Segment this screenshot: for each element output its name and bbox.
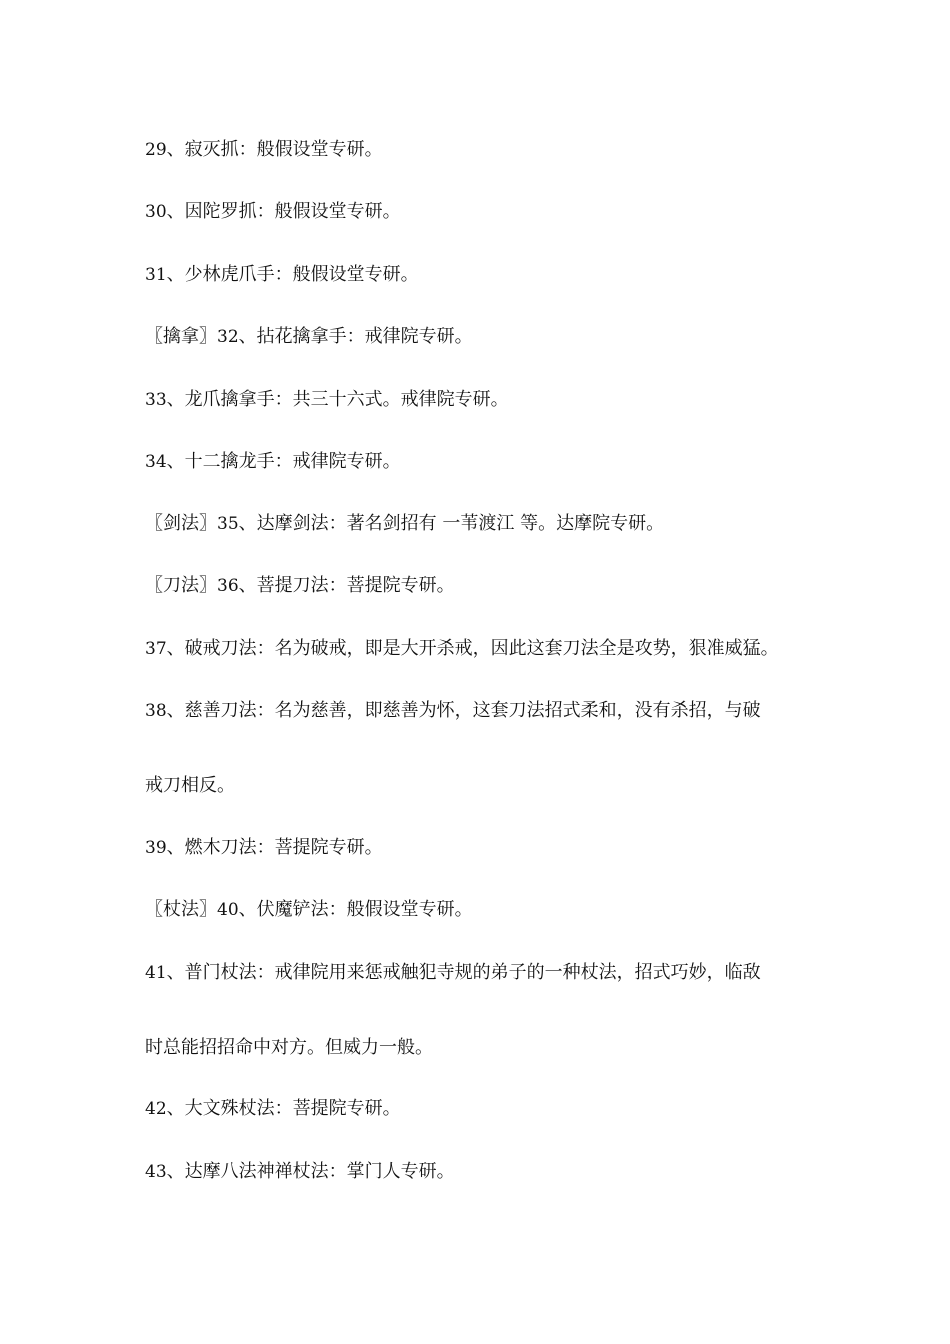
item-number: 33: [145, 390, 167, 410]
item-text: 、伏魔铲法：般假设堂专研。: [238, 899, 473, 920]
text-line: [145, 512, 835, 536]
text-line: [145, 699, 835, 723]
item-number: 36: [217, 576, 239, 596]
item-text: 、龙爪擒拿手：共三十六式。戒律院专研。: [166, 389, 509, 410]
text-line: [145, 1160, 835, 1184]
item-number: 40: [217, 900, 239, 920]
item-number: 29: [145, 140, 167, 160]
item-text: 、大文殊杖法：菩提院专研。: [166, 1098, 401, 1119]
item-number: 37: [145, 639, 167, 659]
item-text: 、拈花擒拿手：戒律院专研。: [238, 326, 473, 347]
item-text: 、菩提刀法：菩提院专研。: [238, 575, 455, 596]
item-text: 、达摩八法神禅杖法：掌门人专研。: [166, 1161, 455, 1182]
text-line: [145, 637, 835, 661]
item-text: 、燃木刀法：菩提院专研。: [166, 837, 383, 858]
item-text: 戒刀相反。: [145, 775, 235, 796]
section-prefix: 〖刀法〗: [145, 575, 217, 596]
item-text: 、寂灭抓：般假设堂专研。: [166, 139, 383, 160]
section-prefix: 〖擒拿〗: [145, 326, 217, 347]
text-line: [145, 263, 835, 287]
item-number: 39: [145, 838, 167, 858]
item-text: 、破戒刀法：名为破戒，即是大开杀戒，因此这套刀法全是攻势，狠准威猛。: [166, 638, 779, 659]
text-line: [145, 325, 835, 349]
item-text: 、慈善刀法：名为慈善，即慈善为怀，这套刀法招式柔和，没有杀招，与破: [166, 700, 761, 721]
item-number: 42: [145, 1099, 167, 1119]
text-line: [145, 450, 835, 474]
text-line: [145, 1097, 835, 1121]
item-text: 、因陀罗抓：般假设堂专研。: [166, 201, 401, 222]
item-number: 38: [145, 701, 167, 721]
text-line: [145, 574, 835, 598]
item-number: 41: [145, 963, 167, 983]
text-line: [145, 200, 835, 224]
item-number: 43: [145, 1162, 167, 1182]
item-number: 31: [145, 265, 167, 285]
item-text: 、少林虎爪手：般假设堂专研。: [166, 264, 419, 285]
text-line: [145, 388, 835, 412]
item-number: 30: [145, 202, 167, 222]
item-number: 32: [217, 327, 239, 347]
item-number: 35: [217, 514, 239, 534]
text-line: [145, 836, 835, 860]
text-line: [145, 961, 835, 985]
text-line: [145, 1036, 835, 1060]
item-text: 时总能招招命中对方。但威力一般。: [145, 1037, 433, 1058]
item-text: 、达摩剑法：著名剑招有 一苇渡江 等。达摩院专研。: [238, 513, 665, 534]
section-prefix: 〖杖法〗: [145, 899, 217, 920]
section-prefix: 〖剑法〗: [145, 513, 217, 534]
item-number: 34: [145, 452, 167, 472]
text-line: [145, 138, 835, 162]
item-text: 、普门杖法：戒律院用来惩戒触犯寺规的弟子的一种杖法，招式巧妙，临敌: [166, 962, 761, 983]
text-line: [145, 898, 835, 922]
text-line: [145, 774, 835, 798]
item-text: 、十二擒龙手：戒律院专研。: [166, 451, 401, 472]
